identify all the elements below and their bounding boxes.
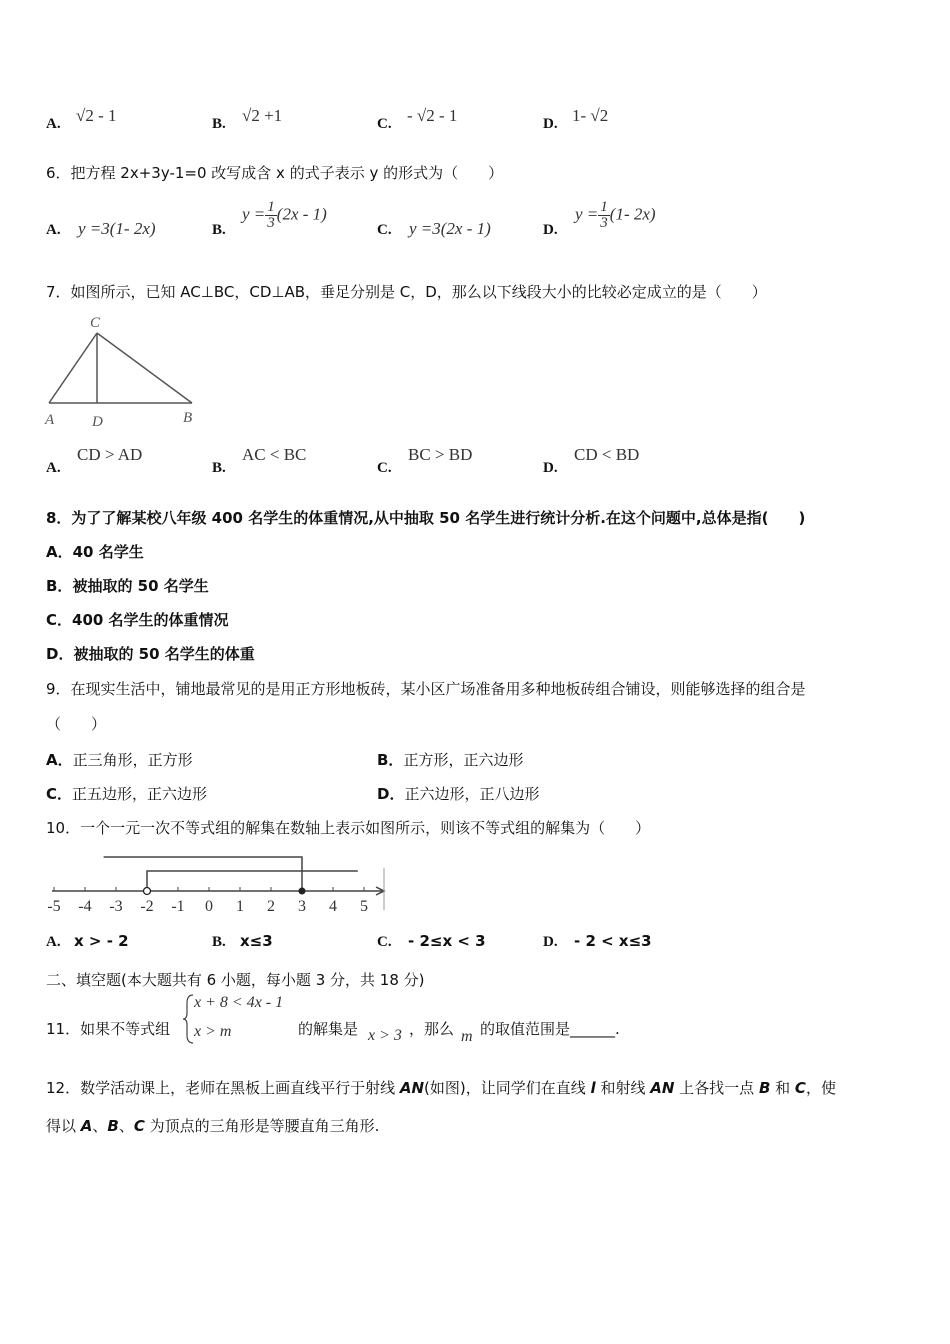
q7-stem: 7．如图所示，已知 AC⊥BC，CD⊥AB，垂足分别是 C，D，那么以下线段大小的比较必定成立的是（ ） bbox=[46, 283, 767, 301]
section2-heading: 二、填空题(本大题共有 6 小题，每小题 3 分，共 18 分) bbox=[46, 971, 425, 989]
q11-solution: x > 3 bbox=[368, 1027, 402, 1044]
q6-option-b-letter: B. bbox=[212, 222, 226, 238]
q12-line1 bbox=[46, 1077, 836, 1098]
q8-option-c-letter: C． bbox=[46, 611, 73, 629]
q12-line1-part-b: (如图)，让同学们在直线 bbox=[424, 1079, 591, 1097]
q8-option-a-letter: A． bbox=[46, 543, 73, 561]
q12-point-b: B bbox=[758, 1079, 771, 1097]
q12-ray-an: AN bbox=[399, 1079, 425, 1097]
q10-tick-label: 4 bbox=[329, 898, 337, 915]
q5-option-c-letter: C. bbox=[377, 116, 392, 132]
q11-variable-m: m bbox=[461, 1028, 473, 1045]
q6-option-d-prefix: y = bbox=[575, 204, 599, 224]
q8-option-c-text: 400 名学生的体重情况 bbox=[72, 611, 229, 629]
q7-label-a: A bbox=[45, 412, 55, 428]
q8-option-d-letter: D． bbox=[46, 645, 74, 663]
q8-option-b bbox=[46, 575, 209, 596]
q8-stem: 8．为了了解某校八年级 400 名学生的体重情况,从中抽取 50 名学生进行统计分析.在这个问题中,总体是指( ) bbox=[46, 509, 806, 527]
q10-closed-point bbox=[299, 888, 306, 895]
q7-option-d-expr: CD < BD bbox=[574, 445, 640, 464]
q9-stem-line2: （ ） bbox=[46, 715, 107, 733]
q5-option-b-expr: √2 +1 bbox=[242, 106, 283, 125]
q10-tick-label: 1 bbox=[236, 898, 244, 915]
q12-line2-point-b: B bbox=[107, 1117, 119, 1135]
q6-option-d-num: 1 bbox=[600, 199, 608, 215]
q10-tick-label: -3 bbox=[109, 898, 123, 915]
q10-option-a-expr: x > - 2 bbox=[74, 932, 129, 950]
q10-option-b-letter: B. bbox=[212, 934, 226, 950]
q6-option-b-prefix: y = bbox=[242, 204, 266, 224]
q8-option-c bbox=[46, 609, 229, 630]
q7-triangle-figure bbox=[40, 310, 210, 430]
q10-tick-label: -1 bbox=[171, 898, 185, 915]
q11-mid-text: 的解集是 bbox=[298, 1020, 359, 1038]
q6-option-b-suffix: (2x - 1) bbox=[276, 204, 327, 224]
q10-tick-label: -2 bbox=[140, 898, 154, 915]
q10-tick-label: 3 bbox=[298, 898, 306, 915]
q7-segment-ac bbox=[49, 333, 97, 403]
q8-option-d-text: 被抽取的 50 名学生的体重 bbox=[73, 645, 255, 663]
q12-ray-an-2: AN bbox=[650, 1079, 675, 1097]
q12-point-c: C bbox=[794, 1079, 806, 1097]
q8-option-b-text: 被抽取的 50 名学生 bbox=[72, 577, 209, 595]
q7-segment-cb bbox=[97, 333, 192, 403]
q5-option-a-expr: √2 - 1 bbox=[76, 106, 117, 125]
q7-option-b-expr: AC < BC bbox=[242, 445, 307, 464]
q6-option-d-fraction bbox=[598, 200, 610, 231]
q5-option-b-letter: B. bbox=[212, 116, 226, 132]
q12-line2-point-c: C bbox=[133, 1117, 145, 1135]
q6-option-a-letter: A. bbox=[46, 222, 61, 238]
q12-line1-part-a: 12．数学活动课上，老师在黑板上画直线平行于射线 bbox=[46, 1079, 400, 1097]
q7-label-b: B bbox=[183, 410, 193, 426]
q9-option-c bbox=[46, 783, 207, 804]
q7-option-b-letter: B. bbox=[212, 460, 226, 476]
q6-option-b-den: 3 bbox=[267, 215, 275, 231]
q12-line2-part-b: 为顶点的三角形是等腰直角三角形. bbox=[144, 1117, 380, 1135]
q9-option-a-letter: A． bbox=[46, 751, 73, 769]
q10-tick-label: -4 bbox=[78, 898, 92, 915]
q9-option-c-text: 正五边形，正六边形 bbox=[72, 785, 208, 803]
q9-option-d-text: 正六边形，正八边形 bbox=[404, 785, 540, 803]
q10-tick-label: 0 bbox=[205, 898, 213, 915]
q6-stem: 6．把方程 2x+3y-1=0 改写成含 x 的式子表示 y 的形式为（ ） bbox=[46, 164, 504, 182]
q9-option-a-text: 正三角形，正方形 bbox=[72, 751, 193, 769]
q12-line2-sep1: 、 bbox=[92, 1117, 108, 1135]
q7-option-a-letter: A. bbox=[46, 460, 61, 476]
q7-option-c-expr: BC > BD bbox=[408, 445, 473, 464]
q12-line1-part-f: ，使 bbox=[805, 1079, 836, 1097]
q6-option-b-expr bbox=[242, 200, 327, 231]
q9-option-d-letter: D． bbox=[377, 785, 405, 803]
q12-line-l: l bbox=[590, 1079, 596, 1097]
q11-prefix: 11．如果不等式组 bbox=[46, 1020, 171, 1038]
q9-stem-line1: 9．在现实生活中，铺地最常见的是用正方形地板砖，某小区广场准备用多种地板砖组合铺设，则能够选择的组合是 bbox=[46, 680, 806, 698]
q10-tick-label: 5 bbox=[360, 898, 368, 915]
q5-option-d-letter: D. bbox=[543, 116, 558, 132]
q11-system-line1: x + 8 < 4x - 1 bbox=[194, 994, 284, 1011]
q9-option-c-letter: C． bbox=[46, 785, 73, 803]
q10-number-line bbox=[40, 848, 390, 918]
q11-then-text: ，那么 bbox=[409, 1020, 455, 1038]
q7-label-d: D bbox=[92, 414, 103, 430]
q6-option-b-num: 1 bbox=[267, 199, 275, 215]
q10-option-d-expr: - 2 < x≤3 bbox=[574, 932, 652, 950]
q9-option-b-text: 正方形，正六边形 bbox=[403, 751, 524, 769]
q7-option-a-expr: CD > AD bbox=[77, 445, 143, 464]
q12-line2-sep2: 、 bbox=[118, 1117, 134, 1135]
q9-option-b bbox=[377, 749, 523, 770]
q12-line2-part-a: 得以 bbox=[46, 1117, 81, 1135]
q7-label-c: C bbox=[90, 315, 101, 331]
q10-tick-label: 2 bbox=[267, 898, 275, 915]
q10-option-c-expr: - 2≤x < 3 bbox=[408, 932, 486, 950]
q8-option-a bbox=[46, 541, 144, 562]
q5-option-a-letter: A. bbox=[46, 116, 61, 132]
q10-option-d-letter: D. bbox=[543, 934, 558, 950]
q6-option-d-suffix: (1- 2x) bbox=[609, 204, 656, 224]
q10-solution-ray-left bbox=[104, 857, 302, 891]
q10-open-point bbox=[144, 888, 151, 895]
q6-option-d-letter: D. bbox=[543, 222, 558, 238]
q11-suffix: 的取值范围是______. bbox=[480, 1020, 620, 1038]
q8-option-b-letter: B． bbox=[46, 577, 73, 595]
q6-option-d-expr bbox=[575, 200, 656, 231]
q10-option-b-expr: x≤3 bbox=[240, 932, 273, 950]
q10-solution-ray-right bbox=[147, 871, 358, 891]
q6-option-c-letter: C. bbox=[377, 222, 392, 238]
q5-option-c-expr: - √2 - 1 bbox=[407, 106, 458, 125]
q7-option-d-letter: D. bbox=[543, 460, 558, 476]
q8-option-d bbox=[46, 643, 255, 664]
q12-line1-part-c: 和射线 bbox=[595, 1079, 651, 1097]
q6-option-b-fraction bbox=[265, 200, 277, 231]
q7-option-c-letter: C. bbox=[377, 460, 392, 476]
q9-option-a bbox=[46, 749, 193, 770]
q6-option-a-expr: y =3(1- 2x) bbox=[78, 219, 156, 238]
q5-option-d-expr: 1- √2 bbox=[572, 106, 609, 125]
q9-option-d bbox=[377, 783, 539, 804]
q10-option-a-letter: A. bbox=[46, 934, 61, 950]
q11-system-line2: x > m bbox=[194, 1023, 232, 1040]
q9-option-b-letter: B． bbox=[377, 751, 404, 769]
q8-option-a-text: 40 名学生 bbox=[72, 543, 144, 561]
q12-line2 bbox=[46, 1115, 379, 1136]
q12-line1-part-d: 上各找一点 bbox=[674, 1079, 759, 1097]
q6-option-c-expr: y =3(2x - 1) bbox=[409, 219, 491, 238]
q6-option-d-den: 3 bbox=[600, 215, 608, 231]
q10-tick-label: -5 bbox=[47, 898, 61, 915]
q12-line1-part-e: 和 bbox=[770, 1079, 795, 1097]
q12-line2-point-a: A bbox=[80, 1117, 93, 1135]
q10-stem: 10．一个一元一次不等式组的解集在数轴上表示如图所示，则该不等式组的解集为（ ） bbox=[46, 819, 651, 837]
q10-option-c-letter: C. bbox=[377, 934, 392, 950]
